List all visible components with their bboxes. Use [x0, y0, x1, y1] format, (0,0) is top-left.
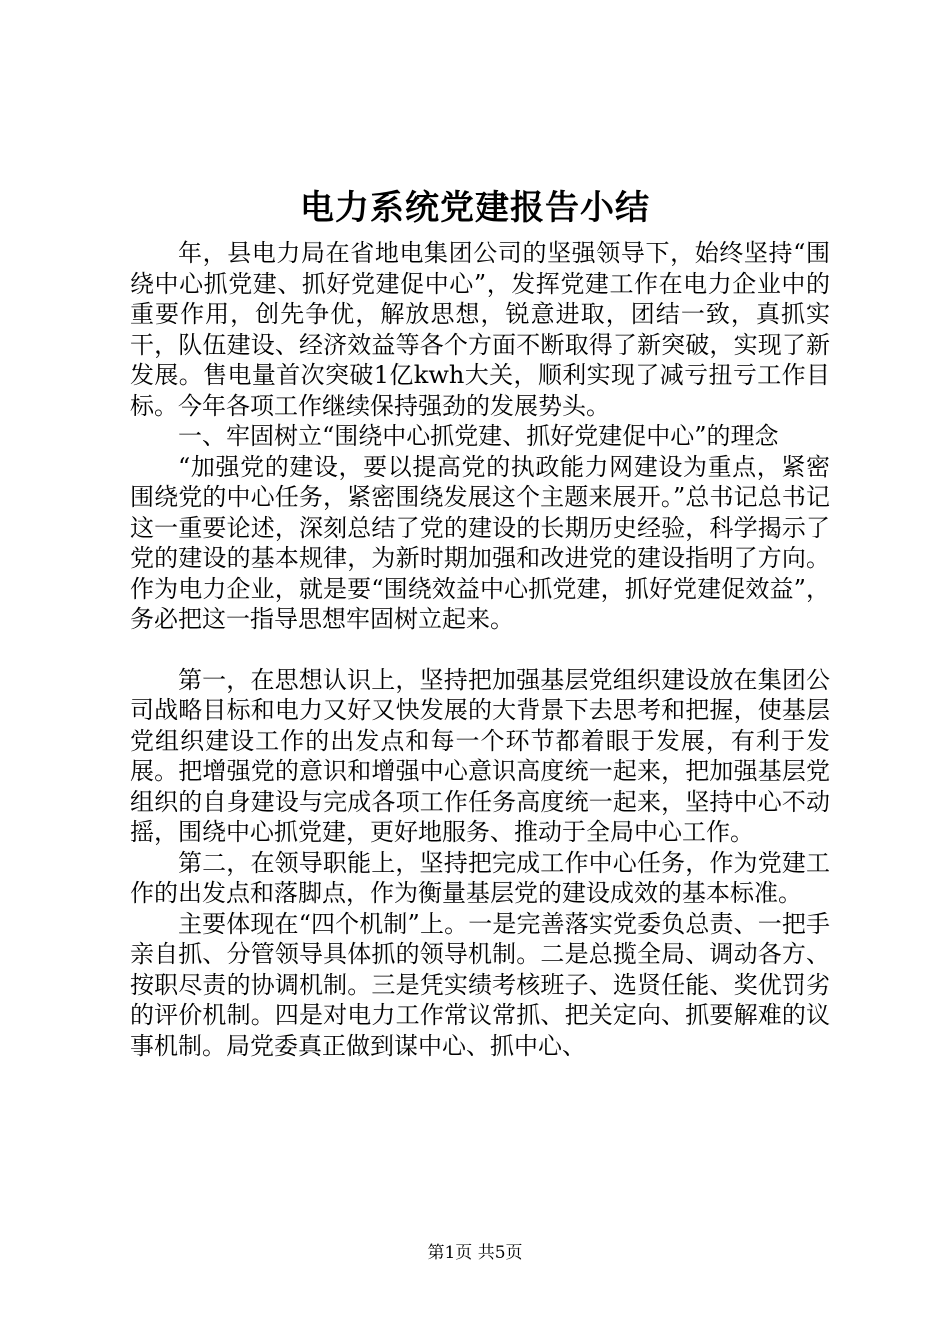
document-title: 电力系统党建报告小结: [300, 188, 650, 228]
paragraph-four-mechanisms: 主要体现在“四个机制”上。一是完善落实党委负总责、一把手亲自抓、分管领导具体抓的领导机制。二是总揽全局、调动各方、按职尽责的协调机制。三是凭实绩考核班子、选贤任能、奖优罚劣的评价机制。四是对电力工作常议常抓、把关定向、抓要解难的议事机制。局党委真正做到谋中心、抓中心、: [130, 909, 830, 1060]
paragraph-intro: 年，县电力局在省地电集团公司的坚强领导下，始终坚持“围绕中心抓党建、抓好党建促中心”，发挥党建工作在电力企业中的重要作用，创先争优，解放思想，锐意进取，团结一致，真抓实干，队伍建设、经济效益等各个方面不断取得了新突破，实现了新发展。售电量首次突破1亿kwh大关，顺利实现了减亏扭亏工作目标。今年各项工作继续保持强劲的发展势头。: [130, 239, 830, 420]
paragraph-quote: “加强党的建设，要以提高党的执政能力网建设为重点，紧密围绕党的中心任务，紧密围绕发展这个主题来展开。”总书记总书记这一重要论述，深刻总结了党的建设的长期历史经验，科学揭示了党的建设的基本规律，为新时期加强和改进党的建设指明了方向。作为电力企业，就是要“围绕效益中心抓党建，抓好党建促效益”，务必把这一指导思想牢固树立起来。: [130, 452, 830, 633]
section-heading-1: 一、牢固树立“围绕中心抓党建、抓好党建促中心”的理念: [178, 422, 779, 450]
paragraph-first-point: 第一，在思想认识上，坚持把加强基层党组织建设放在集团公司战略目标和电力又好又快发展的大背景下去思考和把握，使基层党组织建设工作的出发点和每一个环节都着眼于发展，有利于发展。把增强党的意识和增强中心意识高度统一起来，把加强基层党组织的自身建设与完成各项工作任务高度统一起来，坚持中心不动摇，围绕中心抓党建，更好地服务、推动于全局中心工作。: [130, 665, 830, 846]
page-number-footer: 第1页 共5页: [427, 1243, 523, 1263]
document-body: [130, 238, 830, 1061]
paragraph-second-point: 第二，在领导职能上，坚持把完成工作中心任务，作为党建工作的出发点和落脚点，作为衡量基层党的建设成效的基本标准。: [130, 848, 830, 907]
